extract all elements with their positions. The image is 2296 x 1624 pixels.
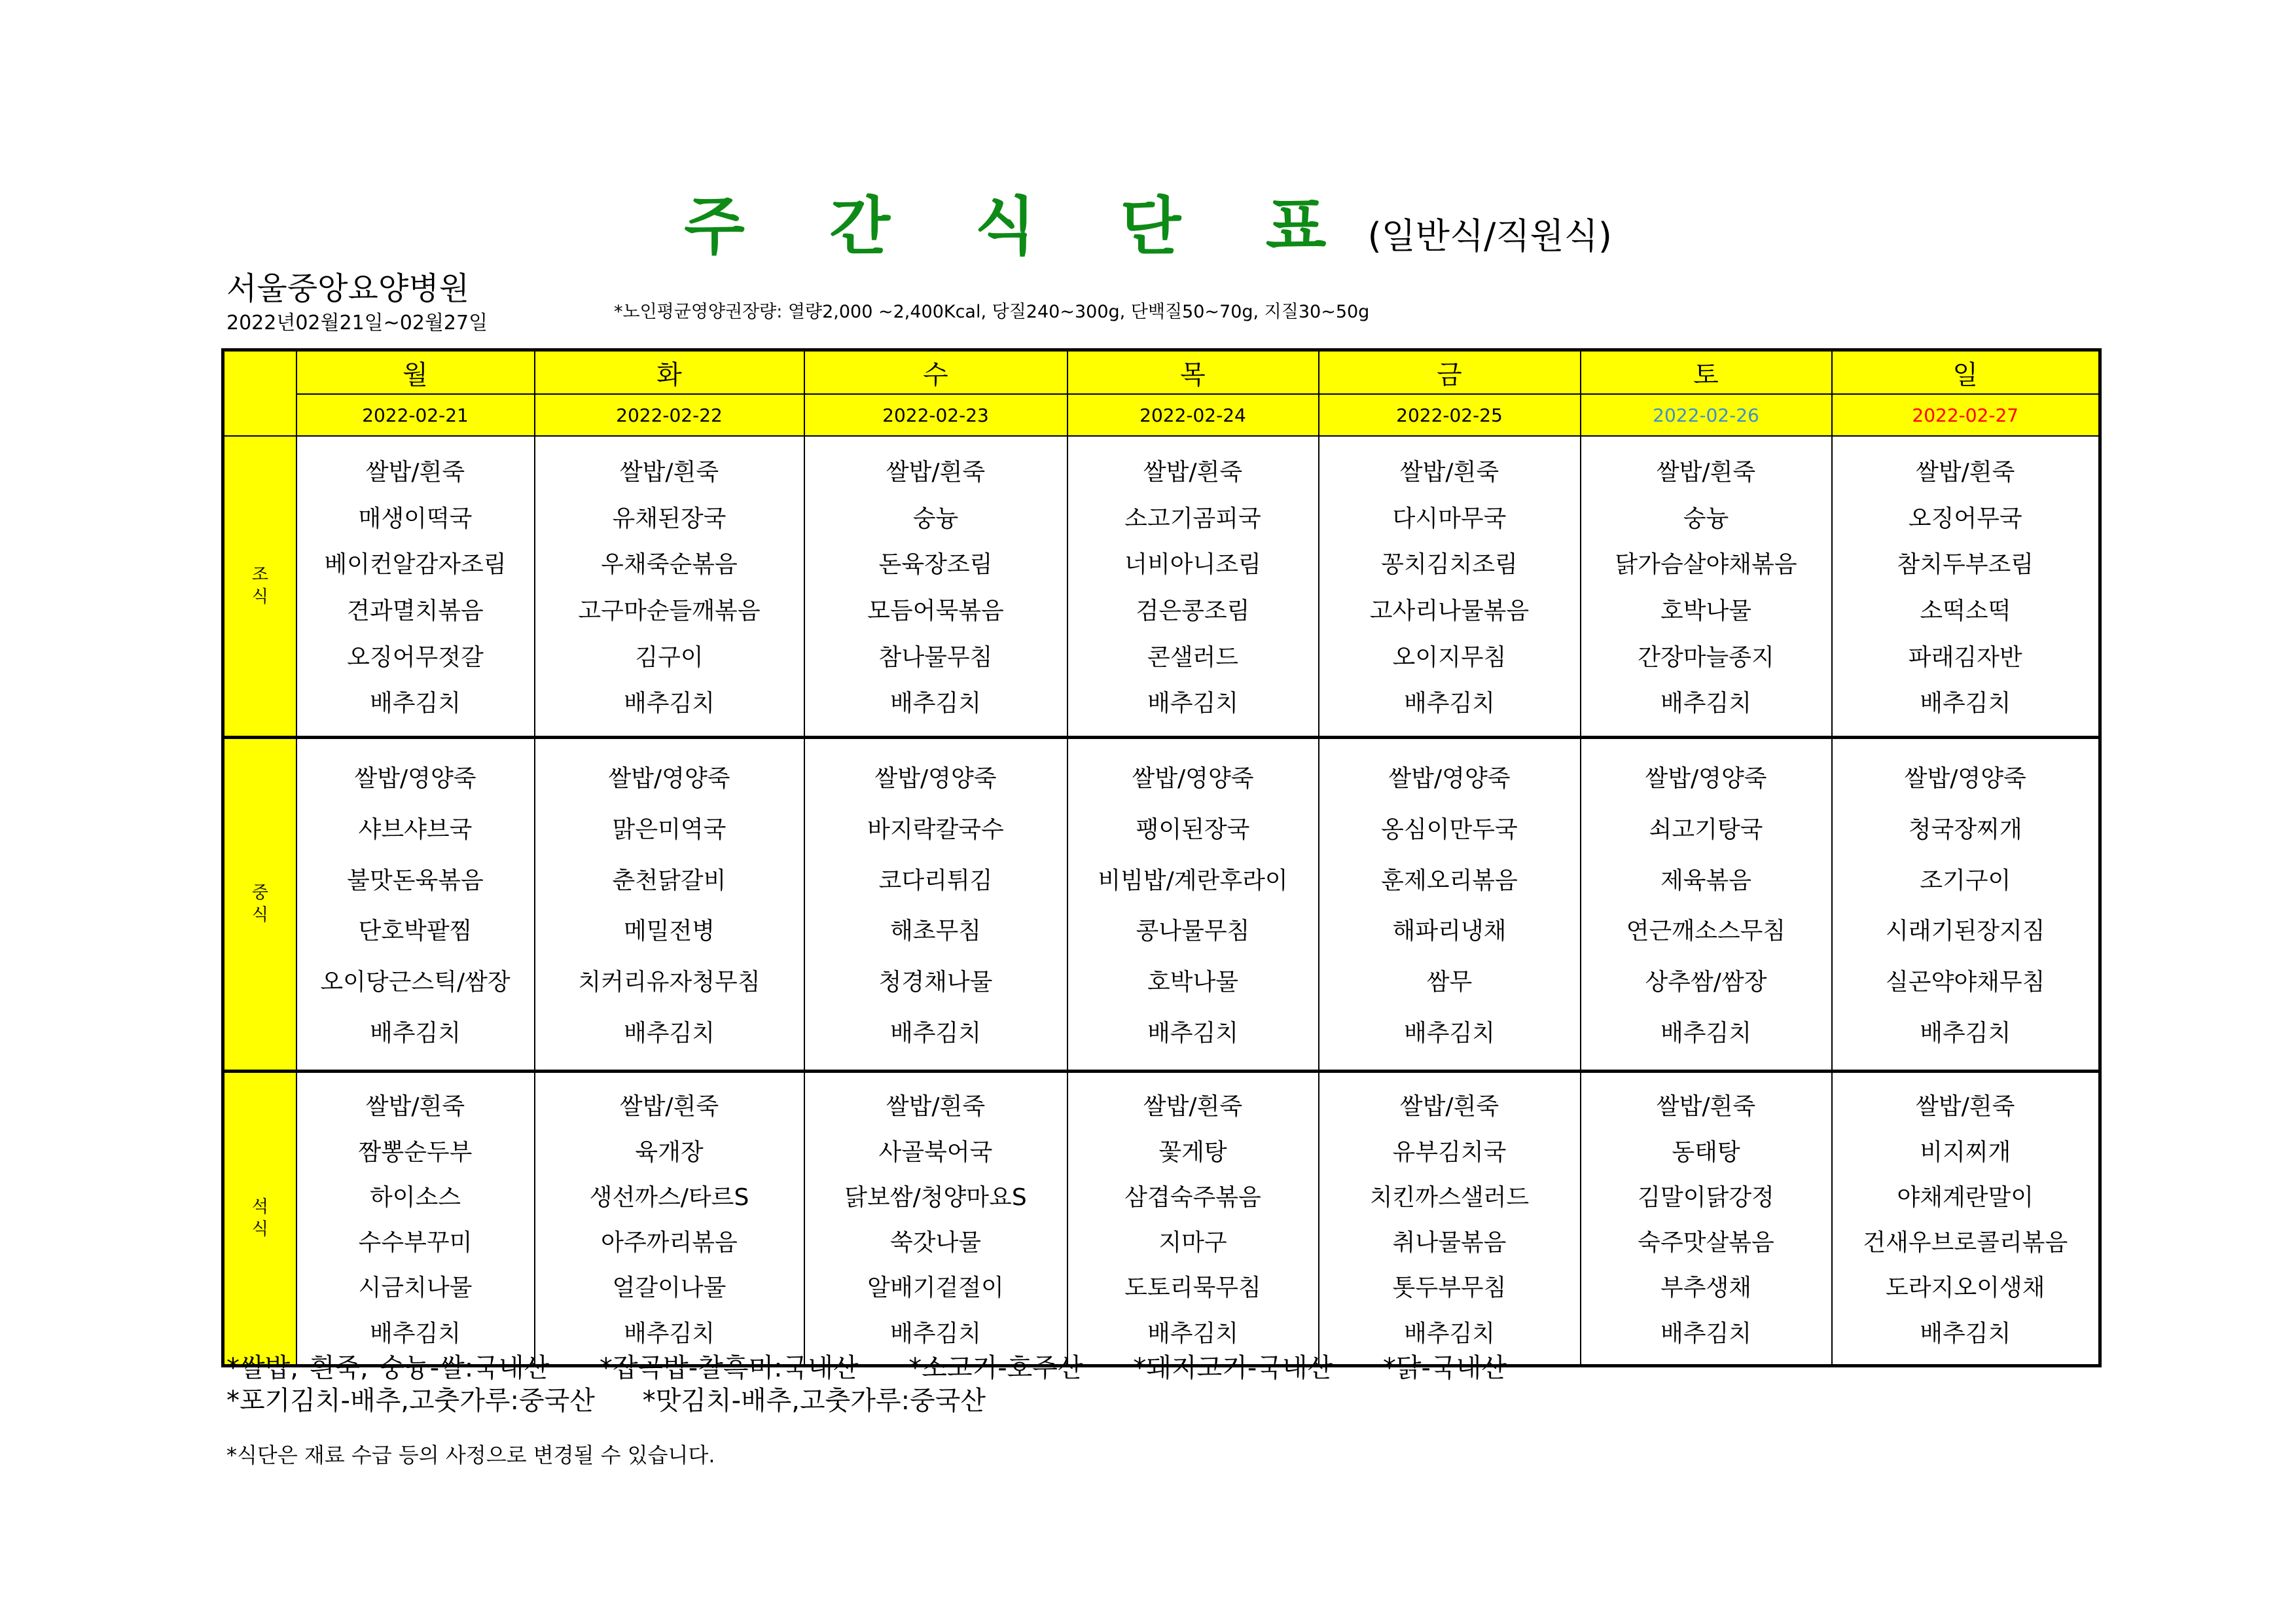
menu-item: 톳두부무침 bbox=[1392, 1274, 1507, 1302]
menu-item: 참나물무침 bbox=[878, 643, 993, 671]
day-header: 목 bbox=[1067, 350, 1319, 395]
origin-line-1 bbox=[226, 1347, 1507, 1384]
menu-item: 꽃게탕 bbox=[1158, 1138, 1227, 1166]
origin-item: *잡곡밥-찰흑미:국내산 bbox=[599, 1353, 859, 1383]
menu-item: 다시마무국 bbox=[1392, 505, 1507, 532]
meal-label: 조 식 bbox=[223, 436, 296, 737]
menu-item: 사골북어국 bbox=[878, 1138, 993, 1166]
nutrition-note: *노인평균영양권장량: 열량2,000 ~2,400Kcal, 당질240~300g, 단백질50~70g, 지질30~50g bbox=[614, 302, 1370, 322]
menu-item: 건새우브로콜리볶음 bbox=[1863, 1229, 2068, 1257]
menu-item: 배추김치 bbox=[889, 1020, 982, 1047]
menu-cell bbox=[804, 737, 1067, 1071]
menu-item: 시래기된장지짐 bbox=[1886, 918, 2045, 945]
menu-item: 배추김치 bbox=[1660, 1320, 1752, 1347]
menu-item: 호박나물 bbox=[1660, 598, 1752, 625]
menu-item: 비빔밥/계란후라이 bbox=[1098, 867, 1288, 894]
menu-item: 고사리나물볶음 bbox=[1369, 598, 1530, 625]
menu-cell bbox=[1067, 436, 1319, 737]
menu-cell bbox=[296, 1071, 535, 1365]
menu-cell bbox=[1067, 737, 1319, 1071]
menu-item: 해초무침 bbox=[889, 918, 982, 945]
menu-item: 배추김치 bbox=[623, 1020, 715, 1047]
menu-item: 팽이된장국 bbox=[1136, 816, 1250, 843]
menu-cell bbox=[1319, 737, 1581, 1071]
menu-cell bbox=[1067, 1071, 1319, 1365]
menu-item: 닭가슴살야채볶음 bbox=[1615, 551, 1797, 579]
menu-item: 오이당근스틱/쌈장 bbox=[320, 969, 511, 996]
menu-item: 조기구이 bbox=[1920, 867, 2011, 894]
page-title-row bbox=[0, 177, 2296, 266]
menu-item: 쇠고기탕국 bbox=[1649, 816, 1763, 843]
date-header: 2022-02-21 bbox=[296, 394, 535, 436]
menu-cell bbox=[804, 436, 1067, 737]
menu-item: 배추김치 bbox=[369, 1320, 461, 1347]
meal-label: 중 식 bbox=[223, 737, 296, 1071]
day-header: 수 bbox=[804, 350, 1067, 395]
menu-cell bbox=[1832, 737, 2100, 1071]
menu-item: 쌀밥/흰죽 bbox=[1656, 1093, 1756, 1121]
change-notice: *식단은 재료 수급 등의 사정으로 변경될 수 있습니다. bbox=[226, 1443, 715, 1468]
menu-item: 쌀밥/흰죽 bbox=[1399, 458, 1499, 486]
menu-item: 청국장찌개 bbox=[1908, 816, 2022, 843]
menu-item: 쌀밥/영양죽 bbox=[1645, 765, 1767, 792]
menu-item: 생선까스/타르S bbox=[589, 1183, 749, 1211]
menu-item: 배추김치 bbox=[369, 1020, 461, 1047]
menu-item: 제육볶음 bbox=[1660, 867, 1752, 894]
menu-cell bbox=[1581, 436, 1832, 737]
hospital-name: 서울중앙요양병원 bbox=[226, 270, 469, 307]
menu-item: 옹심이만두국 bbox=[1381, 816, 1518, 843]
menu-item: 얼갈이나물 bbox=[612, 1274, 726, 1302]
menu-item: 숭늉 bbox=[1683, 505, 1729, 532]
origin-line-2 bbox=[226, 1380, 986, 1417]
menu-item: 콘샐러드 bbox=[1147, 643, 1239, 671]
meal-row bbox=[223, 1071, 2100, 1365]
menu-cell bbox=[535, 436, 804, 737]
menu-item: 샤브샤브국 bbox=[358, 816, 473, 843]
corner-cell bbox=[223, 350, 296, 437]
menu-cell bbox=[535, 737, 804, 1071]
menu-item: 배추김치 bbox=[1147, 690, 1239, 717]
menu-cell bbox=[804, 1071, 1067, 1365]
menu-cell bbox=[296, 436, 535, 737]
menu-cell bbox=[1581, 737, 1832, 1071]
menu-cell bbox=[1832, 436, 2100, 737]
menu-period: 2022년02월21일~02월27일 bbox=[226, 312, 488, 334]
menu-item: 매생이떡국 bbox=[358, 505, 473, 532]
menu-item: 배추김치 bbox=[1403, 690, 1496, 717]
menu-item: 메밀전병 bbox=[623, 918, 715, 945]
menu-item: 수수부꾸미 bbox=[358, 1229, 473, 1257]
menu-item: 치커리유자청무침 bbox=[578, 969, 761, 996]
menu-item: 지마구 bbox=[1158, 1229, 1227, 1257]
menu-item: 쌀밥/영양죽 bbox=[874, 765, 997, 792]
menu-item: 배추김치 bbox=[1920, 1320, 2011, 1347]
menu-item: 도토리묵무침 bbox=[1124, 1274, 1261, 1302]
menu-item: 간장마늘종지 bbox=[1638, 643, 1774, 671]
menu-item: 배추김치 bbox=[1660, 690, 1752, 717]
menu-item: 쌀밥/흰죽 bbox=[1399, 1093, 1499, 1121]
menu-item: 오징어무국 bbox=[1908, 505, 2022, 532]
meal-row bbox=[223, 737, 2100, 1071]
menu-item: 하이소스 bbox=[369, 1183, 461, 1211]
menu-item: 쌀밥/흰죽 bbox=[1916, 458, 2015, 486]
menu-item: 상추쌈/쌈장 bbox=[1645, 969, 1767, 996]
menu-item: 배추김치 bbox=[889, 1320, 982, 1347]
menu-item: 쌀밥/흰죽 bbox=[886, 458, 986, 486]
weekly-menu-table bbox=[221, 348, 2102, 1367]
menu-item: 동태탕 bbox=[1672, 1138, 1740, 1166]
menu-item: 알배기겉절이 bbox=[867, 1274, 1004, 1302]
origin-item: *돼지고기-국내산 bbox=[1133, 1353, 1333, 1383]
menu-item: 견과멸치볶음 bbox=[347, 598, 484, 625]
menu-item: 쑥갓나물 bbox=[889, 1229, 982, 1257]
menu-item: 시금치나물 bbox=[358, 1274, 473, 1302]
menu-item: 배추김치 bbox=[1147, 1020, 1239, 1047]
menu-item: 쌀밥/흰죽 bbox=[1143, 458, 1243, 486]
menu-item: 참치두부조림 bbox=[1897, 551, 2034, 579]
menu-item: 오이지무침 bbox=[1392, 643, 1507, 671]
menu-item: 불맛돈육볶음 bbox=[347, 867, 484, 894]
menu-item: 쌀밥/흰죽 bbox=[365, 1093, 465, 1121]
menu-item: 호박나물 bbox=[1147, 969, 1239, 996]
menu-cell bbox=[535, 1071, 804, 1365]
menu-item: 유부김치국 bbox=[1392, 1138, 1507, 1166]
menu-item: 김말이닭강정 bbox=[1638, 1183, 1774, 1211]
menu-item: 육개장 bbox=[635, 1138, 704, 1166]
menu-item: 짬뽕순두부 bbox=[358, 1138, 473, 1166]
menu-item: 쌀밥/흰죽 bbox=[365, 458, 465, 486]
origin-item: *맛김치-배추,고춧가루:중국산 bbox=[642, 1386, 986, 1416]
menu-item: 해파리냉채 bbox=[1392, 918, 1507, 945]
meal-label: 석 식 bbox=[223, 1071, 296, 1365]
menu-item: 우채죽순볶음 bbox=[601, 551, 738, 579]
menu-item: 배추김치 bbox=[889, 690, 982, 717]
menu-item: 숙주맛살볶음 bbox=[1638, 1229, 1774, 1257]
menu-item: 소떡소떡 bbox=[1920, 598, 2011, 625]
date-header: 2022-02-24 bbox=[1067, 394, 1319, 436]
menu-item: 쌀밥/흰죽 bbox=[619, 1093, 719, 1121]
menu-item: 맑은미역국 bbox=[612, 816, 726, 843]
menu-item: 쌀밥/흰죽 bbox=[886, 1093, 986, 1121]
menu-item: 김구이 bbox=[635, 643, 704, 671]
day-header: 화 bbox=[535, 350, 804, 395]
menu-item: 삼겹숙주볶음 bbox=[1124, 1183, 1261, 1211]
menu-item: 고구마순들깨볶음 bbox=[578, 598, 761, 625]
menu-cell bbox=[296, 737, 535, 1071]
date-header: 2022-02-25 bbox=[1319, 394, 1581, 436]
menu-item: 배추김치 bbox=[1660, 1020, 1752, 1047]
menu-item: 쌀밥/흰죽 bbox=[1916, 1093, 2015, 1121]
date-header-row bbox=[223, 394, 2100, 436]
day-header: 월 bbox=[296, 350, 535, 395]
date-header: 2022-02-22 bbox=[535, 394, 804, 436]
menu-item: 숭늉 bbox=[912, 505, 959, 532]
menu-item: 쌀밥/흰죽 bbox=[1656, 458, 1756, 486]
menu-item: 배추김치 bbox=[623, 690, 715, 717]
menu-item: 배추김치 bbox=[1147, 1320, 1239, 1347]
menu-cell bbox=[1581, 1071, 1832, 1365]
menu-item: 쌀밥/영양죽 bbox=[1388, 765, 1511, 792]
menu-item: 취나물볶음 bbox=[1392, 1229, 1507, 1257]
menu-item: 돈육장조림 bbox=[878, 551, 993, 579]
menu-item: 부추생채 bbox=[1660, 1274, 1752, 1302]
day-header-row bbox=[223, 350, 2100, 395]
menu-item: 야채계란말이 bbox=[1897, 1183, 2034, 1211]
day-header: 일 bbox=[1832, 350, 2100, 395]
menu-cell bbox=[1319, 436, 1581, 737]
page-subtitle: (일반식/직원식) bbox=[1367, 215, 1612, 257]
menu-item: 아주까리볶음 bbox=[601, 1229, 738, 1257]
menu-item: 코다리튀김 bbox=[878, 867, 993, 894]
menu-cell bbox=[1319, 1071, 1581, 1365]
origin-item: *포기김치-배추,고춧가루:중국산 bbox=[226, 1386, 595, 1416]
menu-item: 베이컨알감자조림 bbox=[324, 551, 507, 579]
menu-item: 배추김치 bbox=[1403, 1020, 1496, 1047]
menu-item: 쌀밥/영양죽 bbox=[354, 765, 476, 792]
menu-item: 오징어무젓갈 bbox=[347, 643, 484, 671]
menu-item: 파래김자반 bbox=[1908, 643, 2022, 671]
menu-item: 유채된장국 bbox=[612, 505, 726, 532]
date-header: 2022-02-23 bbox=[804, 394, 1067, 436]
menu-item: 쌀밥/영양죽 bbox=[1904, 765, 2026, 792]
day-header: 토 bbox=[1581, 350, 1832, 395]
menu-cell bbox=[1832, 1071, 2100, 1365]
menu-item: 콩나물무침 bbox=[1136, 918, 1250, 945]
menu-item: 치킨까스샐러드 bbox=[1369, 1183, 1530, 1211]
menu-item: 꽁치김치조림 bbox=[1381, 551, 1518, 579]
menu-item: 춘천닭갈비 bbox=[612, 867, 726, 894]
origin-item: *소고기-호주산 bbox=[908, 1353, 1083, 1383]
menu-item: 바지락칼국수 bbox=[867, 816, 1004, 843]
date-header: 2022-02-27 bbox=[1832, 394, 2100, 436]
menu-item: 배추김치 bbox=[1920, 690, 2011, 717]
menu-item: 배추김치 bbox=[1920, 1020, 2011, 1047]
menu-item: 쌀밥/영양죽 bbox=[608, 765, 730, 792]
menu-item: 배추김치 bbox=[623, 1320, 715, 1347]
menu-item: 검은콩조림 bbox=[1136, 598, 1250, 625]
menu-item: 실곤약야채무침 bbox=[1886, 969, 2045, 996]
day-header: 금 bbox=[1319, 350, 1581, 395]
origin-item: *쌀밥, 흰죽, 숭늉-쌀:국내산 bbox=[226, 1353, 550, 1383]
menu-item: 배추김치 bbox=[1403, 1320, 1496, 1347]
menu-item: 쌈무 bbox=[1426, 969, 1473, 996]
menu-item: 모듬어묵볶음 bbox=[867, 598, 1004, 625]
menu-item: 훈제오리볶음 bbox=[1381, 867, 1518, 894]
menu-item: 단호박팥찜 bbox=[358, 918, 473, 945]
menu-item: 닭보쌈/청양마요S bbox=[844, 1183, 1027, 1211]
menu-item: 도라지오이생채 bbox=[1886, 1274, 2045, 1302]
origin-item: *닭-국내산 bbox=[1382, 1353, 1507, 1383]
menu-item: 너비아니조림 bbox=[1124, 551, 1261, 579]
menu-item: 쌀밥/흰죽 bbox=[619, 458, 719, 486]
menu-item: 배추김치 bbox=[369, 690, 461, 717]
menu-item: 쌀밥/흰죽 bbox=[1143, 1093, 1243, 1121]
menu-item: 소고기곰피국 bbox=[1124, 505, 1261, 532]
menu-item: 청경채나물 bbox=[878, 969, 993, 996]
menu-item: 비지찌개 bbox=[1920, 1138, 2011, 1166]
page-title: 주 간 식 단 표 bbox=[684, 190, 1358, 263]
menu-item: 연근깨소스무침 bbox=[1626, 918, 1786, 945]
meal-row bbox=[223, 436, 2100, 737]
date-header: 2022-02-26 bbox=[1581, 394, 1832, 436]
menu-item: 쌀밥/영양죽 bbox=[1132, 765, 1254, 792]
